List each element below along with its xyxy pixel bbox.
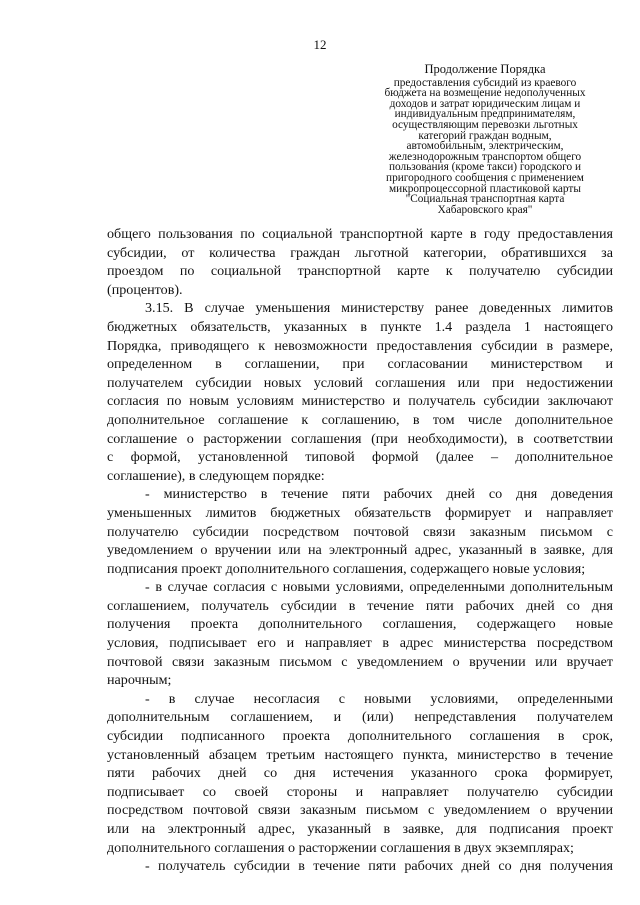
page-number: 12 [313, 37, 327, 52]
text-line: подписывает со своей стороны и направляет получателю субсидии [107, 783, 613, 800]
appendix-header [360, 64, 610, 215]
text-line: почтовой связи заказным письмом с уведомлением о вручении или вручает [107, 653, 613, 670]
text-line: дополнительное соглашение к соглашению, в том числе дополнительное [107, 411, 613, 428]
body-text [107, 225, 613, 876]
list-item-start: - министерство в течение пяти рабочих дней со дня доведения [145, 486, 613, 503]
text-line: определенном в соглашении, при согласовании министерством и [107, 356, 613, 373]
header-line: микропроцессорной пластиковой карты [389, 182, 581, 195]
text-line: получателем субсидии новых условий соглашения или при недостижении [107, 374, 613, 391]
header-line: железнодорожным транспортом общего [388, 150, 582, 163]
header-line: Хабаровского края" [437, 203, 533, 216]
text-line: (процентов). [107, 281, 183, 298]
text-line: субсидии, от количества граждан льготной категории, обратившихся за [107, 244, 613, 261]
header-line: доходов и затрат юридическим лицам и [389, 97, 581, 110]
text-line: соглашением, получатель субсидии в течение пяти рабочих дней со дня [107, 597, 613, 614]
text-line: субсидии подписанного проекта дополнительного соглашения в срок, [107, 728, 613, 745]
text-line: или на электронный адрес, указанный в заявке, для подписания проект [107, 821, 613, 837]
text-line: соглашение), в следующем порядке: [107, 467, 325, 484]
text-line: установленный абзацем третьим настоящего пункта, министерство в течение [107, 746, 613, 763]
text-line: проездом по социальной транспортной карте к получателю субсидии [107, 263, 613, 280]
text-line: общего пользования по социальной транспортной карте в году предоставления [107, 226, 613, 242]
list-item-start: - в случае согласия с новыми условиями, определенными дополнительным [145, 579, 613, 596]
text-line: получения проекта дополнительного соглашения, содержащего новые [107, 616, 613, 633]
text-line: дополнительным соглашением, и (или) непредставления получателем [107, 709, 613, 726]
header-line: категорий граждан водным, [418, 129, 552, 142]
text-line: с формой, установленной типовой формой (далее – дополнительное [107, 449, 613, 466]
paragraph-3-15-start: 3.15. В случае уменьшения министерству ранее доведенных лимитов [145, 300, 613, 317]
text-line: соглашение о расторжении соглашения (при необходимости), в соответствии [107, 430, 613, 447]
text-line: уменьшенных лимитов бюджетных обязательств формирует и направляет [107, 504, 613, 521]
header-line: Продолжение Порядка [424, 62, 546, 76]
header-line: автомобильным, электрическим, [406, 140, 564, 153]
text-line: условия, подписывает его и направляет в адрес министерства посредством [107, 635, 613, 652]
text-line: подписания проект дополнительного соглашения, содержащего новые условия; [107, 560, 586, 577]
text-line: посредством почтовой связи заказным письмом с уведомлением о вручении [107, 802, 613, 819]
text-line: уведомлением о вручении или на электронный адрес, указанный в заявке, для [107, 542, 613, 559]
text-line: пяти рабочих дней со дня истечения указанного срока формирует, [107, 765, 613, 782]
header-line: пригородного сообщения с применением [386, 171, 584, 184]
header-line: предоставления субсидий из краевого [393, 76, 577, 89]
text-line: нарочным; [107, 672, 172, 689]
text-line: получателю субсидии посредством почтовой связи заказным письмом с [107, 523, 613, 540]
text-line: дополнительного соглашения о расторжении соглашения в двух экземплярах; [107, 839, 574, 856]
header-line: бюджета на возмещение недополученных [384, 87, 586, 100]
list-item-start: - в случае несогласия с новыми условиями, определенными [145, 690, 613, 707]
text-line: бюджетных обязательств, указанных в пункте 1.4 раздела 1 настоящего [107, 318, 613, 335]
text-line: Порядка, приводящего к невозможности предоставления субсидии в размере, [107, 337, 613, 354]
header-line: "Социальная транспортная карта [405, 193, 565, 206]
list-item-start: - получатель субсидии в течение пяти рабочих дней со дня получения [145, 858, 613, 875]
header-line: индивидуальным предпринимателям, [394, 108, 576, 121]
header-line: осуществляющим перевозки льготных [392, 118, 578, 131]
header-line: пользования (кроме такси) городского и [388, 161, 582, 174]
text-line: согласия по новым условиям министерство и получатель субсидии заключают [107, 393, 613, 410]
